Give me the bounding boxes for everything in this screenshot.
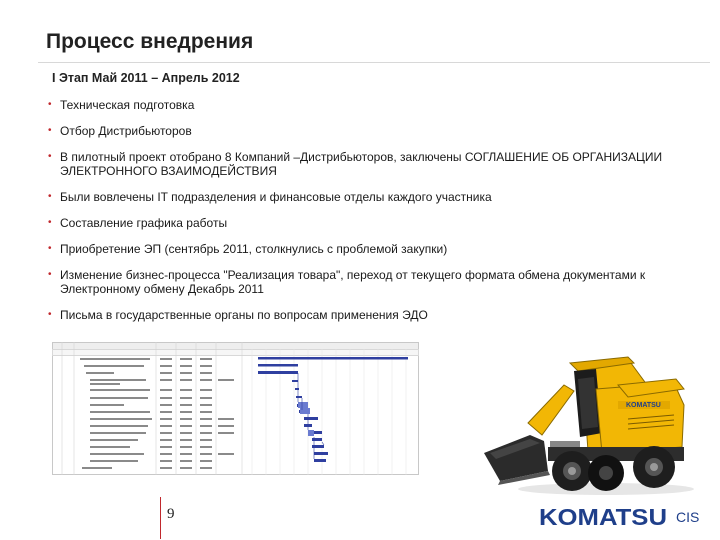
gantt-schedule-image (52, 342, 419, 475)
bullet-item (48, 190, 668, 204)
slide-title: Процесс внедрения (46, 30, 254, 53)
bullet-text: Письма в государственные органы по вопросам применения ЭДО (60, 308, 428, 322)
svg-text:KOMATSU: KOMATSU (539, 504, 667, 530)
bullet-dot-icon: • (48, 217, 52, 228)
bullet-dot-icon: • (48, 99, 52, 110)
slide-subtitle: I Этап Май 2011 – Апрель 2012 (52, 71, 240, 85)
komatsu-logo (538, 501, 670, 536)
bullet-dot-icon: • (48, 191, 52, 202)
bullet-text: Техническая подготовка (60, 98, 195, 112)
bullet-text: В пилотный проект отобрано 8 Компаний –Дистрибьюторов, заключены СОГЛАШЕНИЕ ОБ ОРГАНИЗАЦИИ ЭЛЕКТРОННОГО ВЗАИМОДЕЙСТВИЯ (60, 150, 663, 178)
brand-suffix: CIS (676, 509, 700, 525)
bullet-dot-icon: • (48, 151, 52, 162)
bullet-item (48, 308, 668, 322)
svg-text:KOMATSU: KOMATSU (626, 402, 661, 409)
bullet-item (48, 216, 668, 230)
bullet-dot-icon: • (48, 243, 52, 254)
bullet-text: Изменение бизнес-процесса "Реализация товара", переход от текущего формата обмена документами к Электронному обмену Декабрь 2011 (60, 268, 646, 296)
bullet-text: Составление графика работы (60, 216, 228, 230)
page-number: 9 (167, 506, 175, 522)
title-divider (38, 62, 710, 63)
bullet-item (48, 242, 668, 256)
bullet-item (48, 150, 668, 178)
bullet-item (48, 268, 668, 296)
page-number-divider (160, 497, 161, 539)
bullet-dot-icon: • (48, 125, 52, 136)
bullet-list (48, 98, 668, 334)
bullet-dot-icon: • (48, 309, 52, 320)
bullet-item (48, 98, 668, 112)
bullet-dot-icon: • (48, 269, 52, 280)
skid-steer-loader-image (478, 349, 700, 506)
bullet-text: Были вовлечены IT подразделения и финансовые отделы каждого участника (60, 190, 492, 204)
bullet-item (48, 124, 668, 138)
bullet-text: Отбор Дистрибьюторов (60, 124, 192, 138)
bullet-text: Приобретение ЭП (сентябрь 2011, столкнулись с проблемой закупки) (60, 242, 448, 256)
